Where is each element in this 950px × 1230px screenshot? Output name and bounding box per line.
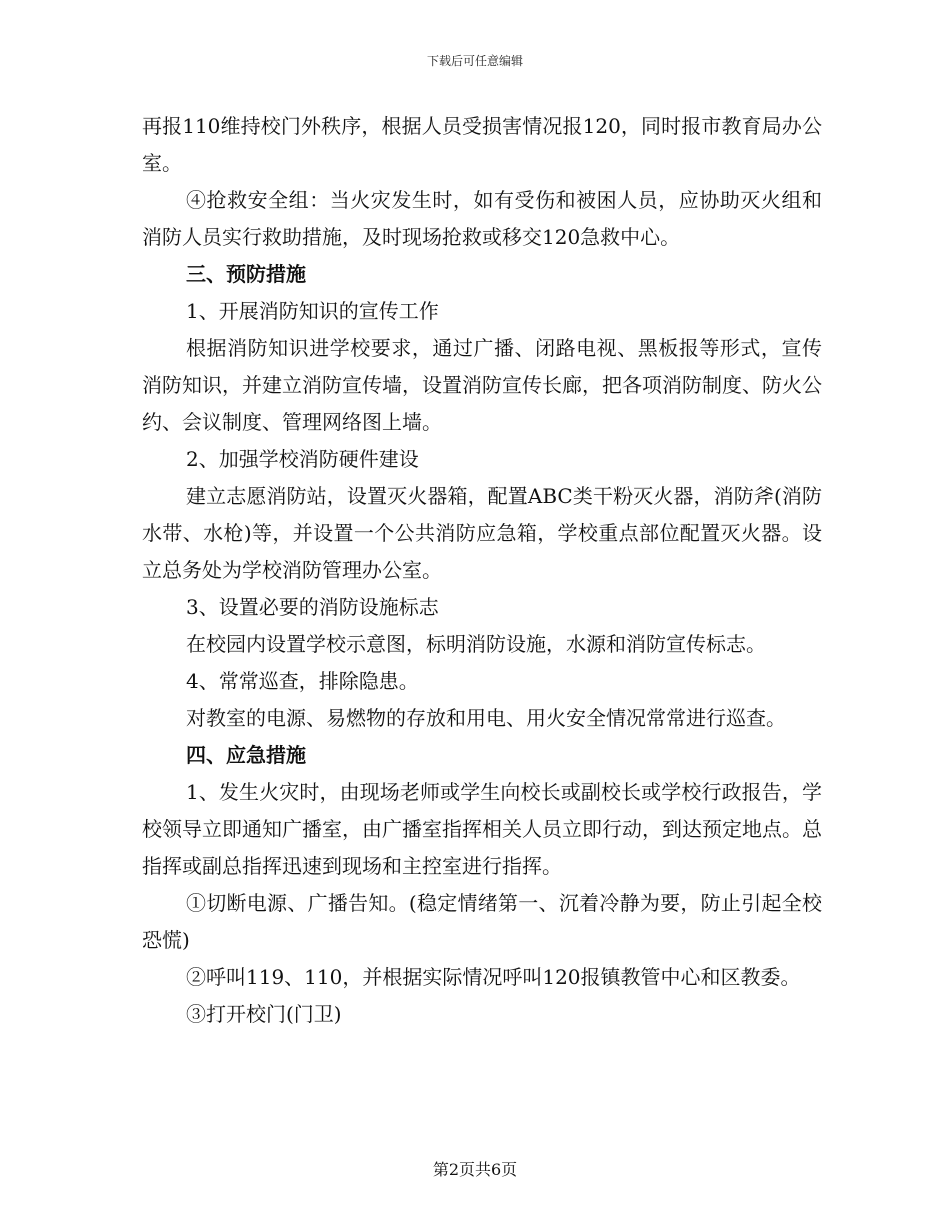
page-header: 下载后可任意编辑 xyxy=(426,54,523,68)
body-paragraph: 建立志愿消防站，设置灭火器箱，配置ABC类干粉灭火器，消防斧(消防水带、水枪)等，并设置一个公共消防应急箱，学校重点部位配置灭火器。设立总务处为学校消防管理办公室。 xyxy=(142,484,822,582)
page-footer: 第2页共6页 xyxy=(432,1160,518,1179)
body-paragraph: 3、设置必要的消防设施标志 xyxy=(186,595,439,619)
body-paragraph: ②呼叫119、110，并根据实际情况呼叫120报镇教管中心和区教委。 xyxy=(186,965,801,989)
body-paragraph: 根据消防知识进学校要求，通过广播、闭路电视、黑板报等形式，宣传消防知识，并建立消防宣传墙，设置消防宣传长廊，把各项消防制度、防火公约、会议制度、管理网络图上墙。 xyxy=(142,336,822,434)
body-paragraph: 对教室的电源、易燃物的存放和用电、用火安全情况常常进行巡查。 xyxy=(186,706,786,730)
body-paragraph: 4、常常巡查，排除隐患。 xyxy=(186,669,419,693)
section-heading: 四、应急措施 xyxy=(186,743,306,767)
body-paragraph: ③打开校门(门卫) xyxy=(186,1002,342,1026)
body-paragraph: 1、发生火灾时，由现场老师或学生向校长或副校长或学校行政报告，学校领导立即通知广播室，由广播室指挥相关人员立即行动，到达预定地点。总指挥或副总指挥迅速到现场和主控室进行指挥。 xyxy=(142,780,822,878)
body-paragraph: 2、加强学校消防硬件建设 xyxy=(186,447,419,471)
body-paragraph: 1、开展消防知识的宣传工作 xyxy=(186,299,439,323)
continuation-paragraph: 再报110维持校门外秩序，根据人员受损害情况报120，同时报市教育局办公室。 xyxy=(142,114,822,175)
document-body xyxy=(142,108,822,1033)
section-heading: 三、预防措施 xyxy=(186,262,306,286)
body-paragraph: ④抢救安全组：当火灾发生时，如有受伤和被困人员，应协助灭火组和消防人员实行救助措施，及时现场抢救或移交120急救中心。 xyxy=(142,188,822,249)
body-paragraph: ①切断电源、广播告知。(稳定情绪第一、沉着冷静为要，防止引起全校恐慌) xyxy=(142,891,822,952)
body-paragraph: 在校园内设置学校示意图，标明消防设施，水源和消防宣传标志。 xyxy=(186,632,766,656)
